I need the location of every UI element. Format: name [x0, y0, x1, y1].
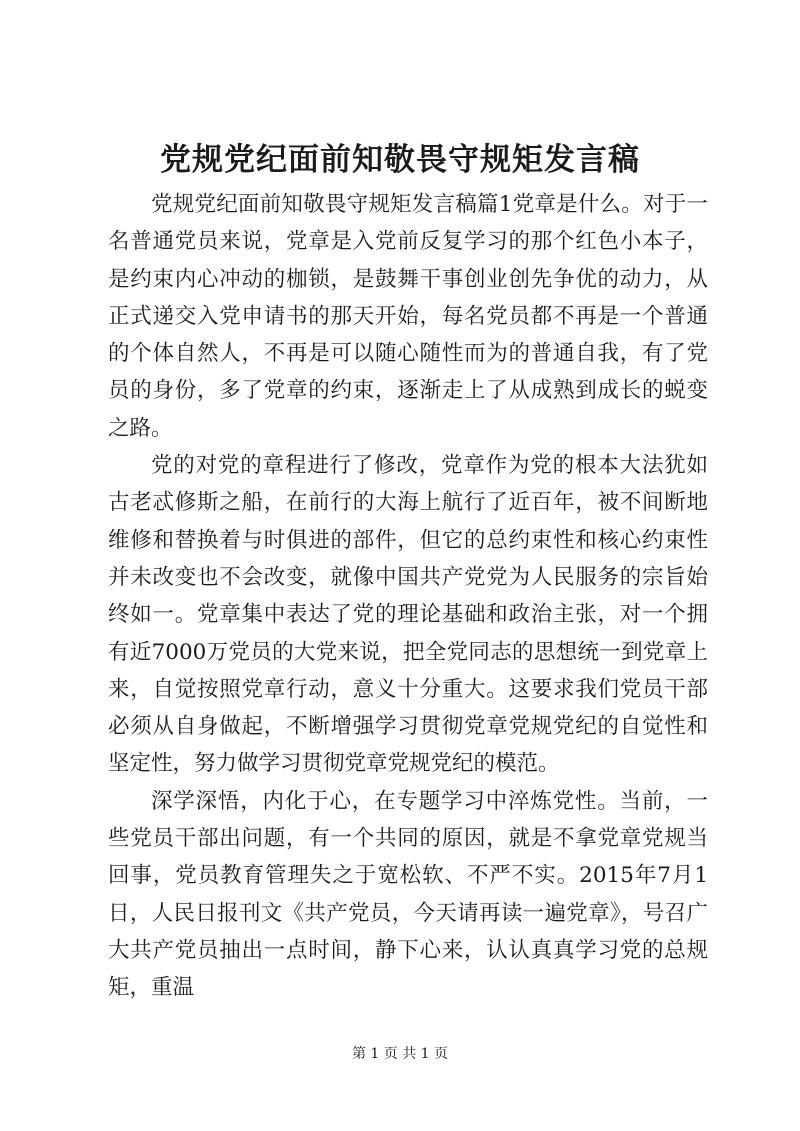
paragraph-1: 党规党纪面前知敬畏守规矩发言稿篇1党章是什么。对于一名普通党员来说，党章是入党前反复学习的那个红色小本子，是约束内心冲动的枷锁，是鼓舞干事创业创先争优的动力，从正式递交入党申请书的那天开始，每名党员都不再是一个普通的个体自然人，不再是可以随心随性而为的普通自我，有了党员的身份，多了党章的约束，逐渐走上了从成熟到成长的蜕变之路。 [108, 192, 708, 441]
document-body [108, 186, 708, 1007]
document-title: 党规党纪面前知敬畏守规矩发言稿 [160, 142, 640, 178]
paragraph-2: 党的对党的章程进行了修改，党章作为党的根本大法犹如古老忒修斯之船，在前行的大海上航行了近百年，被不间断地维修和替换着与时俱进的部件，但它的总约束性和核心约束性并未改变也不会改变，就像中国共产党党为人民服务的宗旨始终如一。党章集中表达了党的理论基础和政治主张，对一个拥有近7000万党员的大党来说，把全党同志的思想统一到党章上来，自觉按照党章行动，意义十分重大。这要求我们党员干部必须从自身做起，不断增强学习贯彻党章党规党纪的自觉性和坚定性，努力做学习贯彻党章党规党纪的模范。 [108, 453, 708, 777]
page-footer: 第 1 页 共 1 页 [351, 1046, 449, 1062]
paragraph-3: 深学深悟，内化于心，在专题学习中淬炼党性。当前，一些党员干部出问题，有一个共同的原因，就是不拿党章党规当回事，党员教育管理失之于宽松软、不严不实。2015年7月1日，人民日报刊文《共产党员，今天请再读一遍党章》，号召广大共产党员抽出一点时间，静下心来，认认真真学习党的总规矩，重温 [108, 788, 708, 1001]
